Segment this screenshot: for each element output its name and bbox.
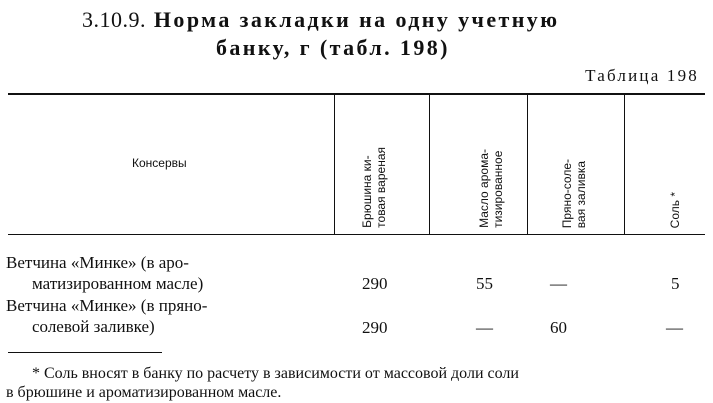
cell-salt: — (666, 318, 683, 337)
cell-whale-peritoneum: 290 (362, 274, 388, 293)
table-label: Таблица 198 (585, 66, 699, 85)
column-header-whale-peritoneum: Брюшина ки- товая вареная (360, 147, 388, 228)
cell-aromatic-oil: — (476, 318, 493, 337)
footnote-rule (8, 352, 162, 353)
column-header-spice-brine: Пряно-соле- вая заливка (560, 158, 588, 228)
section-title-line1: Норма закладки на одну учетную (153, 7, 560, 32)
row-product-name: Ветчина «Минке» (в аро- матизированном масле) (6, 253, 204, 293)
column-header-salt: Соль * (668, 191, 682, 228)
column-divider (429, 95, 430, 234)
table-top-rule (8, 93, 705, 95)
column-header-product: Консервы (132, 156, 187, 170)
section-title-line2: банку, г (табл. 198) (216, 35, 450, 60)
cell-whale-peritoneum: 290 (362, 318, 388, 337)
section-number: 3.10.9. (82, 7, 146, 32)
row-product-name: Ветчина «Минке» (в пряно- солевой заливке) (6, 296, 208, 336)
column-divider (334, 95, 335, 234)
column-divider (624, 95, 625, 234)
cell-salt: 5 (671, 274, 680, 293)
section-heading (82, 6, 662, 62)
table-header-rule (8, 234, 705, 235)
column-header-aromatic-oil: Масло арома- тизированное (477, 149, 505, 228)
footnote (6, 364, 706, 402)
cell-aromatic-oil: 55 (476, 274, 493, 293)
cell-spice-brine: — (550, 274, 567, 293)
cell-spice-brine: 60 (550, 318, 567, 337)
footnote-line2: в брюшине и ароматизированном масле. (6, 384, 282, 401)
column-divider (527, 95, 528, 234)
footnote-line1: * Соль вносят в банку по расчету в зависимости от массовой доли соли (32, 365, 519, 382)
